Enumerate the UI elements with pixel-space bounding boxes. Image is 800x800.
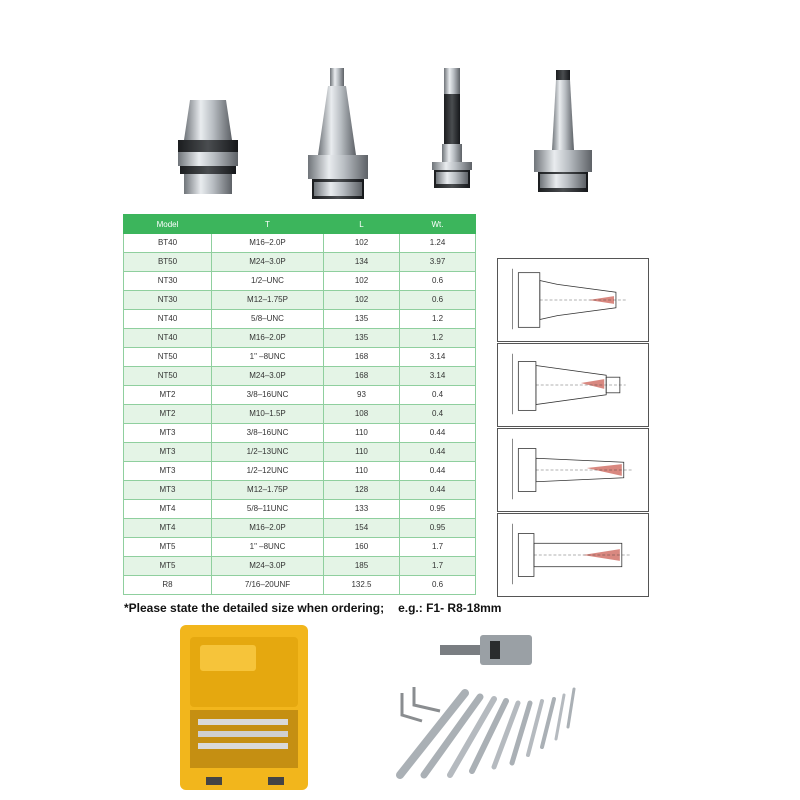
cell-length: 185 <box>324 557 400 576</box>
boring-bars-image <box>400 689 574 775</box>
shank-photos <box>0 0 800 215</box>
cell-weight: 0.4 <box>400 386 476 405</box>
cell-thread: M24–3.0P <box>212 253 324 272</box>
cell-thread: 5/8–UNC <box>212 310 324 329</box>
cell-thread: M16–2.0P <box>212 329 324 348</box>
cell-weight: 3.14 <box>400 348 476 367</box>
cell-model: MT3 <box>124 443 212 462</box>
table-row <box>124 557 476 576</box>
cell-length: 110 <box>324 443 400 462</box>
cell-length: 135 <box>324 329 400 348</box>
cell-model: NT50 <box>124 367 212 386</box>
cell-thread: 7/16–20UNF <box>212 576 324 595</box>
mt-drawing <box>497 428 649 512</box>
table-row <box>124 367 476 386</box>
cell-length: 93 <box>324 386 400 405</box>
cell-weight: 1.7 <box>400 557 476 576</box>
order-note-example: e.g.: F1- R8-18mm <box>398 601 502 615</box>
cell-thread: 1" –8UNC <box>212 348 324 367</box>
hex-keys-image <box>402 687 440 721</box>
cell-weight: 1.7 <box>400 538 476 557</box>
table-row <box>124 310 476 329</box>
cell-thread: M16–2.0P <box>212 234 324 253</box>
cell-length: 128 <box>324 481 400 500</box>
cell-thread: 1" –8UNC <box>212 538 324 557</box>
cell-length: 135 <box>324 310 400 329</box>
cell-length: 102 <box>324 272 400 291</box>
table-row <box>124 500 476 519</box>
cell-weight: 1.24 <box>400 234 476 253</box>
cell-model: MT5 <box>124 557 212 576</box>
cell-thread: M24–3.0P <box>212 557 324 576</box>
cell-weight: 1.2 <box>400 329 476 348</box>
order-note <box>124 601 684 615</box>
boring-head-image <box>440 635 532 665</box>
cell-model: MT3 <box>124 481 212 500</box>
table-row <box>124 405 476 424</box>
cell-length: 108 <box>324 405 400 424</box>
cell-thread: 5/8–11UNC <box>212 500 324 519</box>
cell-thread: M12–1.75P <box>212 291 324 310</box>
cell-model: MT4 <box>124 500 212 519</box>
boring-kit-photos <box>0 615 800 800</box>
cell-weight: 0.44 <box>400 481 476 500</box>
table-row <box>124 538 476 557</box>
cell-weight: 0.6 <box>400 272 476 291</box>
bt-drawing <box>497 258 649 342</box>
cell-length: 154 <box>324 519 400 538</box>
table-row <box>124 576 476 595</box>
table-row <box>124 519 476 538</box>
table-row <box>124 291 476 310</box>
order-note-main: *Please state the detailed size when ordering; <box>124 601 385 615</box>
cell-thread: 3/8–16UNC <box>212 386 324 405</box>
cell-weight: 0.44 <box>400 462 476 481</box>
cell-weight: 1.2 <box>400 310 476 329</box>
header-model: Model <box>124 215 212 234</box>
table-row <box>124 253 476 272</box>
cell-model: NT30 <box>124 291 212 310</box>
cell-model: MT5 <box>124 538 212 557</box>
cell-length: 168 <box>324 367 400 386</box>
cell-length: 110 <box>324 424 400 443</box>
r8-shank-image <box>432 68 472 188</box>
nt-shank-image <box>308 68 368 199</box>
cell-model: MT2 <box>124 405 212 424</box>
cell-model: NT40 <box>124 329 212 348</box>
table-row <box>124 329 476 348</box>
table-row <box>124 481 476 500</box>
cell-weight: 0.44 <box>400 424 476 443</box>
cell-length: 132.5 <box>324 576 400 595</box>
table-row <box>124 272 476 291</box>
cell-thread: M16–2.0P <box>212 519 324 538</box>
spec-table-header <box>124 215 476 234</box>
header-length: L <box>324 215 400 234</box>
bt-shank-image <box>178 100 238 194</box>
cell-thread: M12–1.75P <box>212 481 324 500</box>
table-row <box>124 348 476 367</box>
cell-model: MT4 <box>124 519 212 538</box>
header-thread: T <box>212 215 324 234</box>
cell-model: MT2 <box>124 386 212 405</box>
table-row <box>124 443 476 462</box>
table-row <box>124 424 476 443</box>
cell-weight: 0.4 <box>400 405 476 424</box>
cell-model: MT3 <box>124 424 212 443</box>
r8-drawing <box>497 513 649 597</box>
yellow-case-image <box>180 625 308 790</box>
cell-length: 160 <box>324 538 400 557</box>
cell-thread: 1/2–12UNC <box>212 462 324 481</box>
cell-weight: 3.14 <box>400 367 476 386</box>
cell-weight: 0.6 <box>400 291 476 310</box>
table-row <box>124 386 476 405</box>
cell-length: 133 <box>324 500 400 519</box>
mt-shank-image <box>534 70 592 192</box>
cell-weight: 3.97 <box>400 253 476 272</box>
table-row <box>124 462 476 481</box>
cell-model: NT40 <box>124 310 212 329</box>
cell-model: NT30 <box>124 272 212 291</box>
cell-model: MT3 <box>124 462 212 481</box>
cell-length: 134 <box>324 253 400 272</box>
nt-drawing <box>497 343 649 427</box>
cell-thread: 1/2–UNC <box>212 272 324 291</box>
cell-weight: 0.95 <box>400 519 476 538</box>
cell-weight: 0.95 <box>400 500 476 519</box>
cell-thread: 3/8–16UNC <box>212 424 324 443</box>
cell-model: R8 <box>124 576 212 595</box>
technical-drawings <box>497 258 649 598</box>
cell-weight: 0.6 <box>400 576 476 595</box>
cell-thread: 1/2–13UNC <box>212 443 324 462</box>
header-weight: Wt. <box>400 215 476 234</box>
cell-weight: 0.44 <box>400 443 476 462</box>
cell-model: NT50 <box>124 348 212 367</box>
cell-thread: M10–1.5P <box>212 405 324 424</box>
cell-thread: M24–3.0P <box>212 367 324 386</box>
spec-table <box>123 214 476 595</box>
cell-model: BT40 <box>124 234 212 253</box>
cell-length: 102 <box>324 234 400 253</box>
cell-length: 110 <box>324 462 400 481</box>
table-row <box>124 234 476 253</box>
cell-length: 102 <box>324 291 400 310</box>
cell-model: BT50 <box>124 253 212 272</box>
cell-length: 168 <box>324 348 400 367</box>
